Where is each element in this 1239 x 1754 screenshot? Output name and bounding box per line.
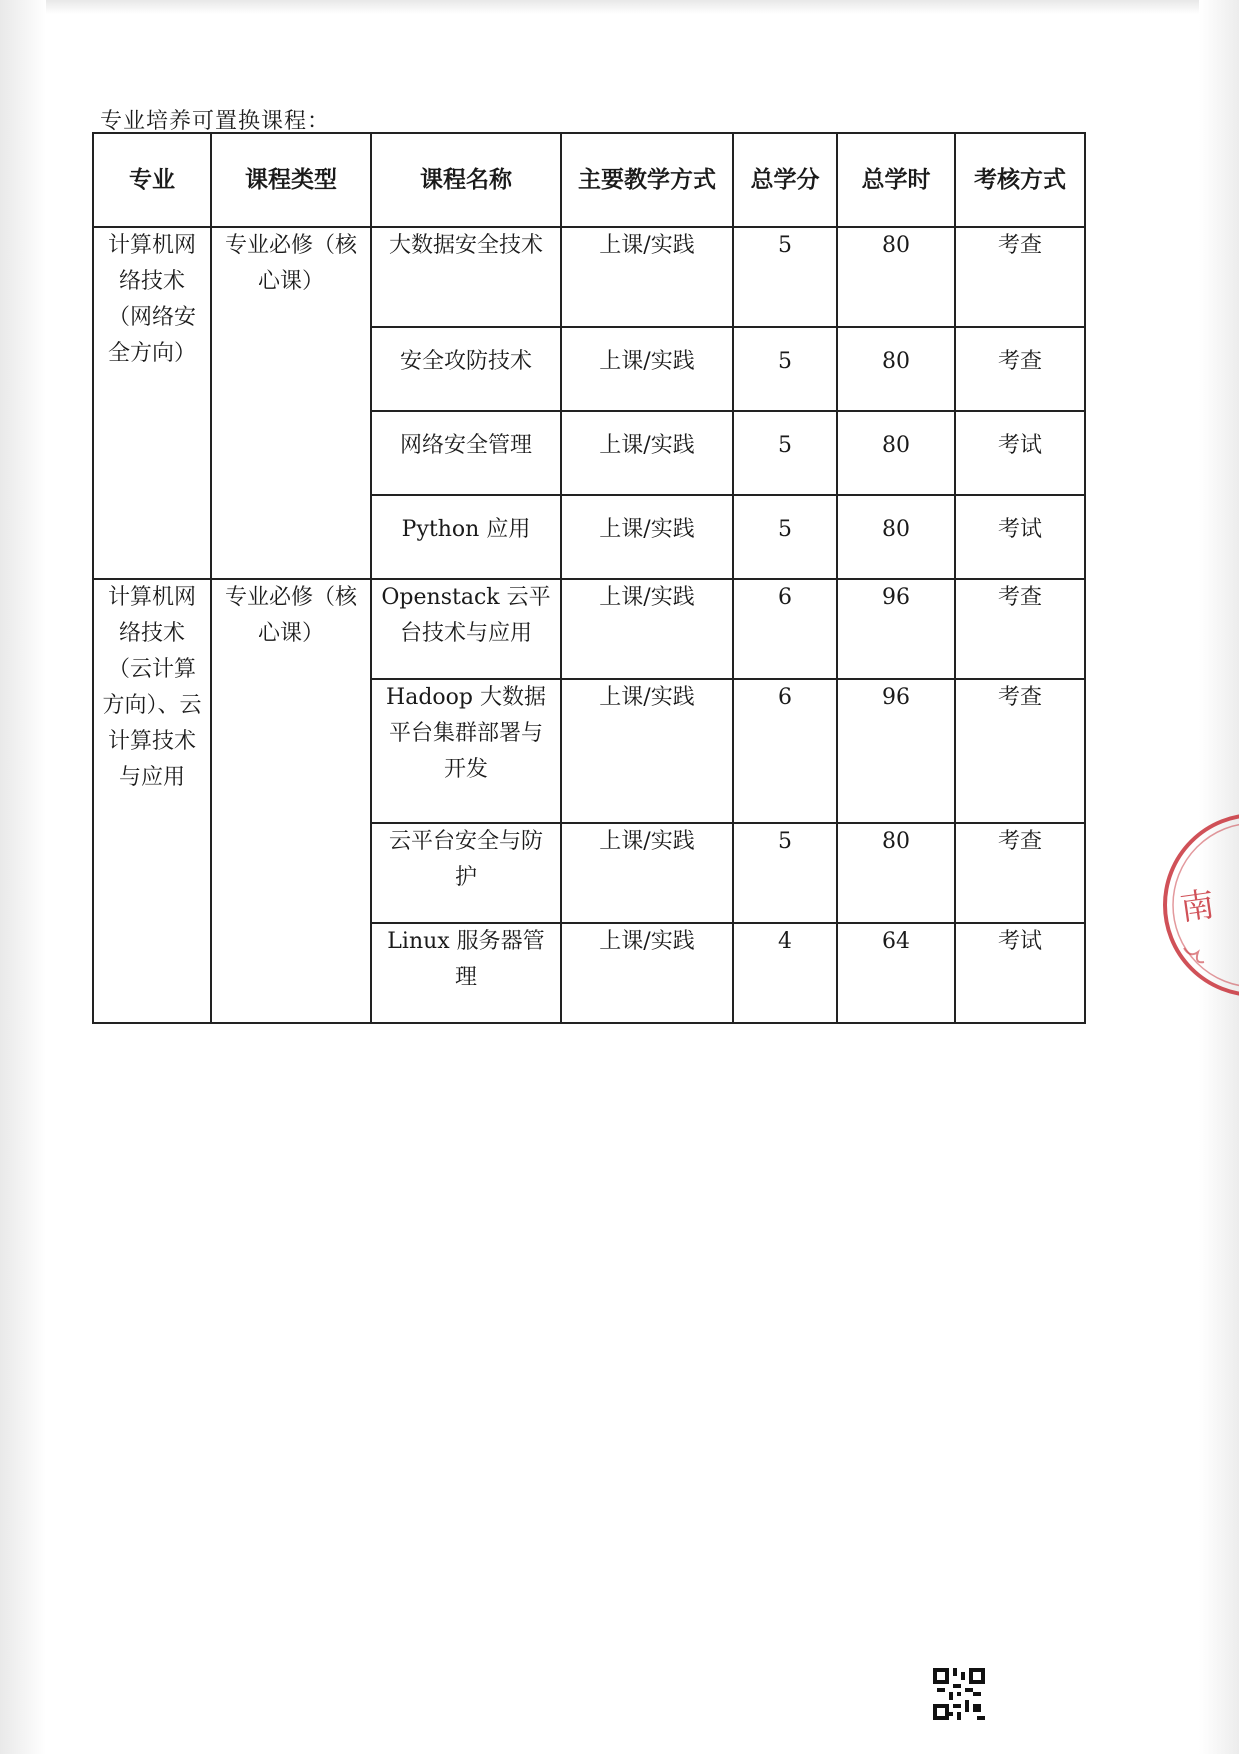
course-type-cell: 专业必修（核心课） bbox=[211, 227, 371, 579]
scan-left-edge bbox=[0, 0, 46, 1754]
hours-cell: 80 bbox=[837, 495, 955, 579]
method-cell: 上课/实践 bbox=[561, 327, 733, 411]
assessment-cell: 考试 bbox=[955, 495, 1085, 579]
assessment-cell: 考查 bbox=[955, 823, 1085, 923]
hours-cell: 80 bbox=[837, 823, 955, 923]
credits-cell: 6 bbox=[733, 679, 837, 823]
assessment-cell: 考查 bbox=[955, 227, 1085, 327]
hours-cell: 96 bbox=[837, 679, 955, 823]
hours-cell: 96 bbox=[837, 579, 955, 679]
hours-cell: 80 bbox=[837, 327, 955, 411]
credits-cell: 6 bbox=[733, 579, 837, 679]
scan-top-edge bbox=[0, 0, 1239, 14]
section-heading: 专业培养可置换课程： bbox=[100, 109, 331, 134]
assessment-cell: 考查 bbox=[955, 679, 1085, 823]
method-cell: 上课/实践 bbox=[561, 679, 733, 823]
assessment-cell: 考试 bbox=[955, 923, 1085, 1023]
table-header-row bbox=[93, 133, 1085, 227]
course-name-cell: Hadoop 大数据平台集群部署与开发 bbox=[371, 679, 561, 823]
course-type-cell: 专业必修（核心课） bbox=[211, 579, 371, 1023]
table-row bbox=[93, 579, 1085, 679]
credits-cell: 4 bbox=[733, 923, 837, 1023]
header-major: 专业 bbox=[93, 133, 211, 227]
header-total-credits: 总学分 bbox=[733, 133, 837, 227]
method-cell: 上课/实践 bbox=[561, 823, 733, 923]
header-course-type: 课程类型 bbox=[211, 133, 371, 227]
hours-cell: 80 bbox=[837, 411, 955, 495]
hours-cell: 80 bbox=[837, 227, 955, 327]
official-seal bbox=[1140, 800, 1239, 1010]
major-cell: 计算机网络技术（云计算方向）、云计算技术与应用 bbox=[93, 579, 211, 1023]
header-teaching-method: 主要教学方式 bbox=[561, 133, 733, 227]
header-assessment: 考核方式 bbox=[955, 133, 1085, 227]
course-name-cell: Openstack 云平台技术与应用 bbox=[371, 579, 561, 679]
method-cell: 上课/实践 bbox=[561, 923, 733, 1023]
credits-cell: 5 bbox=[733, 227, 837, 327]
method-cell: 上课/实践 bbox=[561, 495, 733, 579]
method-cell: 上课/实践 bbox=[561, 411, 733, 495]
course-name-cell: Python 应用 bbox=[371, 495, 561, 579]
header-total-hours: 总学时 bbox=[837, 133, 955, 227]
major-cell: 计算机网络技术（网络安全方向） bbox=[93, 227, 211, 579]
assessment-cell: 考查 bbox=[955, 579, 1085, 679]
seal-text: 南 bbox=[1177, 884, 1217, 929]
qr-code-icon bbox=[933, 1668, 985, 1720]
method-cell: 上课/实践 bbox=[561, 227, 733, 327]
credits-cell: 5 bbox=[733, 411, 837, 495]
hours-cell: 64 bbox=[837, 923, 955, 1023]
header-course-name: 课程名称 bbox=[371, 133, 561, 227]
course-name-cell: 安全攻防技术 bbox=[371, 327, 561, 411]
credits-cell: 5 bbox=[733, 327, 837, 411]
credits-cell: 5 bbox=[733, 495, 837, 579]
credits-cell: 5 bbox=[733, 823, 837, 923]
course-name-cell: 大数据安全技术 bbox=[371, 227, 561, 327]
assessment-cell: 考查 bbox=[955, 327, 1085, 411]
course-name-cell: 网络安全管理 bbox=[371, 411, 561, 495]
course-name-cell: Linux 服务器管理 bbox=[371, 923, 561, 1023]
method-cell: 上课/实践 bbox=[561, 579, 733, 679]
assessment-cell: 考试 bbox=[955, 411, 1085, 495]
course-name-cell: 云平台安全与防护 bbox=[371, 823, 561, 923]
course-table bbox=[92, 132, 1086, 1024]
table-row bbox=[93, 227, 1085, 327]
